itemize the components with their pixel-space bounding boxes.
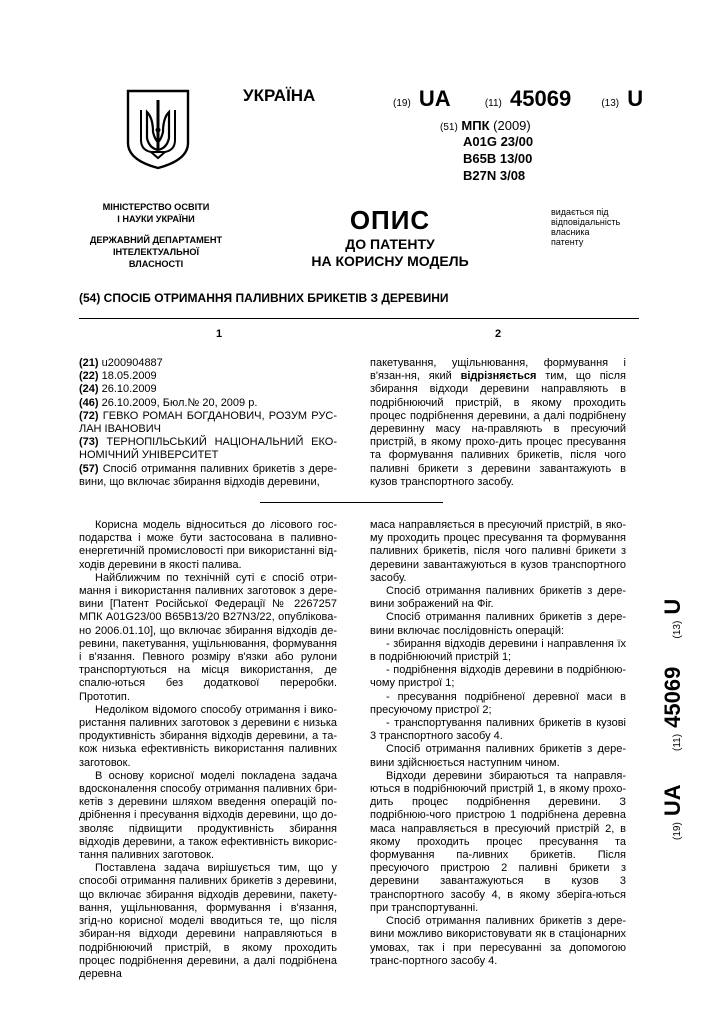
biblio-line: [79, 397, 337, 410]
biblio-code: (73): [79, 436, 99, 449]
description-paragraph: Найближчим по технічній суті є спосіб отри-мання і використання паливних заготовок з дере-вини [Патент Російської Федерації № 2267257 МПК A01G23/00 B65B13/20 B27N3/22, опублікова-но 2006.01.10], що включає збирання відходів де-ревини, пакетування, ущільнювання, формування і в'язання. Певного розміру в'язки або рулони транспортуються на місця використання, де спалю-ються без додаткової переробки. Прототип.: [79, 571, 337, 703]
biblio-code: (24): [79, 383, 99, 396]
country-name: УКРАЇНА: [243, 86, 316, 105]
description-paragraph: Спосіб отримання паливних брикетів з дере-вини включає послідовність операцій:: [370, 611, 626, 637]
operation-step: - транспортування паливних брикетів в кузові 3 транспортного засобу 4.: [370, 717, 626, 743]
operation-step: - подрібнення відходів деревини в подрібнюю-чому пристрої 1;: [370, 664, 626, 690]
biblio-line: [79, 436, 337, 462]
description-paragraph: Поставлена задача вирішується тим, що у способі отримання паливних брикетів з деревини, що включає збирання відходів деревини, пакету-вання, ущільнювання, формування і в'язання, згід-но корисної моделі вводиться те, що після збиран-ня відходи деревини направляються в подрібнюючий пристрій, в якому проходить процес подрібнення деревини, а далі подрібнена деревна: [79, 862, 337, 980]
column-number-1: 1: [216, 328, 223, 340]
code-13: (13): [601, 98, 620, 109]
description-paragraph: Спосіб отримання паливних брикетів з дере-вини можливо використовувати як в стаціонарних умовах, так і при пересуванні за допомогою транс-портного засобу 4.: [370, 915, 626, 967]
claim-part: пакетування, ущільнювання, формування і в'язан-ня, який: [370, 357, 626, 383]
ministry-name: [86, 201, 226, 225]
document-subtitle: [290, 236, 490, 270]
claim-text: [370, 357, 626, 489]
department-line: ДЕРЖАВНИЙ ДЕПАРТАМЕНТ: [89, 235, 223, 245]
ipc-year: (2009): [493, 118, 531, 133]
description-paragraph: В основу корисної моделі покладена задача вдосконалення способу отримання паливних бри-кетів з деревини шляхом введення операцій по-дрібнення і пресування відходів деревини, що до-зволяє підвищити продуктивність збирання відходів деревини, а також ефективність викорис-тання паливних заготовок.: [79, 769, 337, 862]
ministry-line: І НАУКИ УКРАЇНИ: [117, 214, 195, 224]
note-line: видається під: [551, 207, 609, 217]
biblio-value: Спосіб отримання паливних брикетів з дере-вини, що включає збирання відходів деревини,: [79, 462, 337, 488]
side-country: UA: [660, 785, 685, 817]
department-line: ВЛАСНОСТІ: [128, 259, 184, 269]
description-paragraph: Відходи деревини збираються та направля-ються в подрібнюючий пристрій 1, в якому прохо-дить процес подрібнення деревини. З подрібнюю-чого пристрою 1 подрібнена деревна маса направляється в пресуючий пристрій 2, в якому проходить процес пресування та формування па-ливних брикетів. Після пресуючого пристрою 2 паливні брикети з деревини завантажуються в кузов 3 транспортного засобу 4, в якому зберіга-ються при транспортуванні.: [370, 769, 626, 914]
invention-title: (54) СПОСІБ ОТРИМАННЯ ПАЛИВНИХ БРИКЕТІВ З ДЕРЕВИНИ: [79, 291, 449, 305]
biblio-value: ГЕВКО РОМАН БОГДАНОВИЧ, РОЗУМ РУС-ЛАН ІВАНОВИЧ: [79, 409, 337, 436]
note-line: власника: [551, 227, 590, 237]
ipc-class: B27N 3/08: [463, 168, 526, 183]
description-paragraph: Спосіб отримання паливних брикетів з дере-вини здійснюється наступним чином.: [370, 743, 626, 769]
issuance-note: [551, 207, 641, 247]
description-paragraph: Корисна модель відноситься до лісового гос-подарства і може бути застосована в паливно-енергетичній промисловості при використанні від-ходів деревини в якості палива.: [79, 519, 337, 571]
code-51: (51): [440, 122, 458, 133]
title-divider: [79, 318, 639, 319]
claim-keyword: відрізняється: [460, 370, 537, 383]
column-number-2: 2: [495, 328, 502, 340]
code-19: (19): [393, 98, 411, 109]
side-patent-label: [660, 540, 690, 840]
subtitle-line: ДО ПАТЕНТУ: [345, 236, 435, 252]
description-paragraph: Недоліком відомого способу отримання і вико-ристання паливних заготовок з деревини є низька продуктивність збирання відходів деревини, а та-кож низька ефективність використання паливних заготовок.: [79, 703, 337, 769]
side-number: 45069: [660, 666, 685, 728]
biblio-value: 18.05.2009: [98, 370, 157, 383]
side-kind: U: [660, 598, 685, 615]
claim-part: тим, що після збирання відходи деревини направляють в подрібнюючий пристрій, в якому проходить процес подрібнення деревини, а далі подрібнену деревинну масу на-правляють в пресуючий пристрій, в якому прохо-дить процес пресування та формування паливних брикетів, після чого паливні брикети з деревини завантажують в кузов транспортного засобу.: [370, 370, 627, 488]
side-code-11: (11): [672, 733, 683, 751]
section-divider: [260, 502, 443, 503]
claim-continuation: [370, 357, 626, 489]
biblio-code: (57): [79, 462, 99, 475]
code-11: (11): [484, 98, 502, 109]
ipc-classes: [463, 133, 533, 184]
operation-step: - пресування подрібненої деревної маси в пресуючому пристрої 2;: [370, 690, 626, 716]
biblio-line: [79, 463, 337, 489]
operation-step: - збирання відходів деревини і направлення їх в подрібнюючий пристрій 1;: [370, 637, 626, 664]
biblio-line: [79, 410, 337, 436]
biblio-code: (46): [79, 396, 99, 409]
ministry-line: МІНІСТЕРСТВО ОСВІТИ: [102, 202, 210, 212]
description-paragraph: Спосіб отримання паливних брикетів з дере-вини зображений на Фіг.: [370, 585, 626, 611]
ipc-class: B65B 13/00: [463, 151, 533, 166]
side-code-19: (19): [672, 822, 683, 840]
description-paragraph: маса направляється в пресуючий пристрій, в яко-му проходить процес пресування та формування паливних брикетів, після чого паливні брикети з деревини завантажуються в кузов транспортного засобу.: [370, 519, 626, 584]
bibliographic-data: [79, 357, 337, 489]
biblio-code: (21): [79, 357, 99, 369]
country-code: UA: [418, 86, 451, 111]
note-line: патенту: [551, 237, 584, 247]
ipc-label: МПК: [461, 118, 490, 133]
document-title: ОПИС: [349, 205, 431, 235]
biblio-value: 26.10.2009, Бюл.№ 20, 2009 р.: [98, 396, 258, 409]
side-code-13: (13): [672, 620, 683, 639]
biblio-code: (72): [79, 409, 99, 422]
description-column-left: [79, 519, 337, 981]
ipc-class: A01G 23/00: [463, 134, 534, 149]
biblio-line: [79, 383, 337, 396]
biblio-value: u200904887: [98, 357, 163, 369]
subtitle-line: НА КОРИСНУ МОДЕЛЬ: [311, 253, 469, 269]
biblio-code: (22): [79, 370, 99, 383]
biblio-value: 26.10.2009: [98, 383, 157, 396]
patent-id-line: [393, 86, 643, 112]
biblio-line: [79, 357, 337, 370]
description-column-right: [370, 519, 626, 968]
department-name: [70, 234, 242, 270]
biblio-line: [79, 370, 337, 383]
note-line: відповідальність: [551, 217, 621, 227]
patent-kind: U: [627, 86, 644, 111]
department-line: ІНТЕЛЕКТУАЛЬНОЇ: [112, 247, 200, 257]
coat-of-arms-icon: [125, 88, 191, 170]
biblio-value: ТЕРНОПІЛЬСЬКИЙ НАЦІОНАЛЬНИЙ ЕКО-НОМІЧНИЙ УНІВЕРСИТЕТ: [79, 436, 337, 462]
patent-number: 45069: [510, 86, 572, 111]
